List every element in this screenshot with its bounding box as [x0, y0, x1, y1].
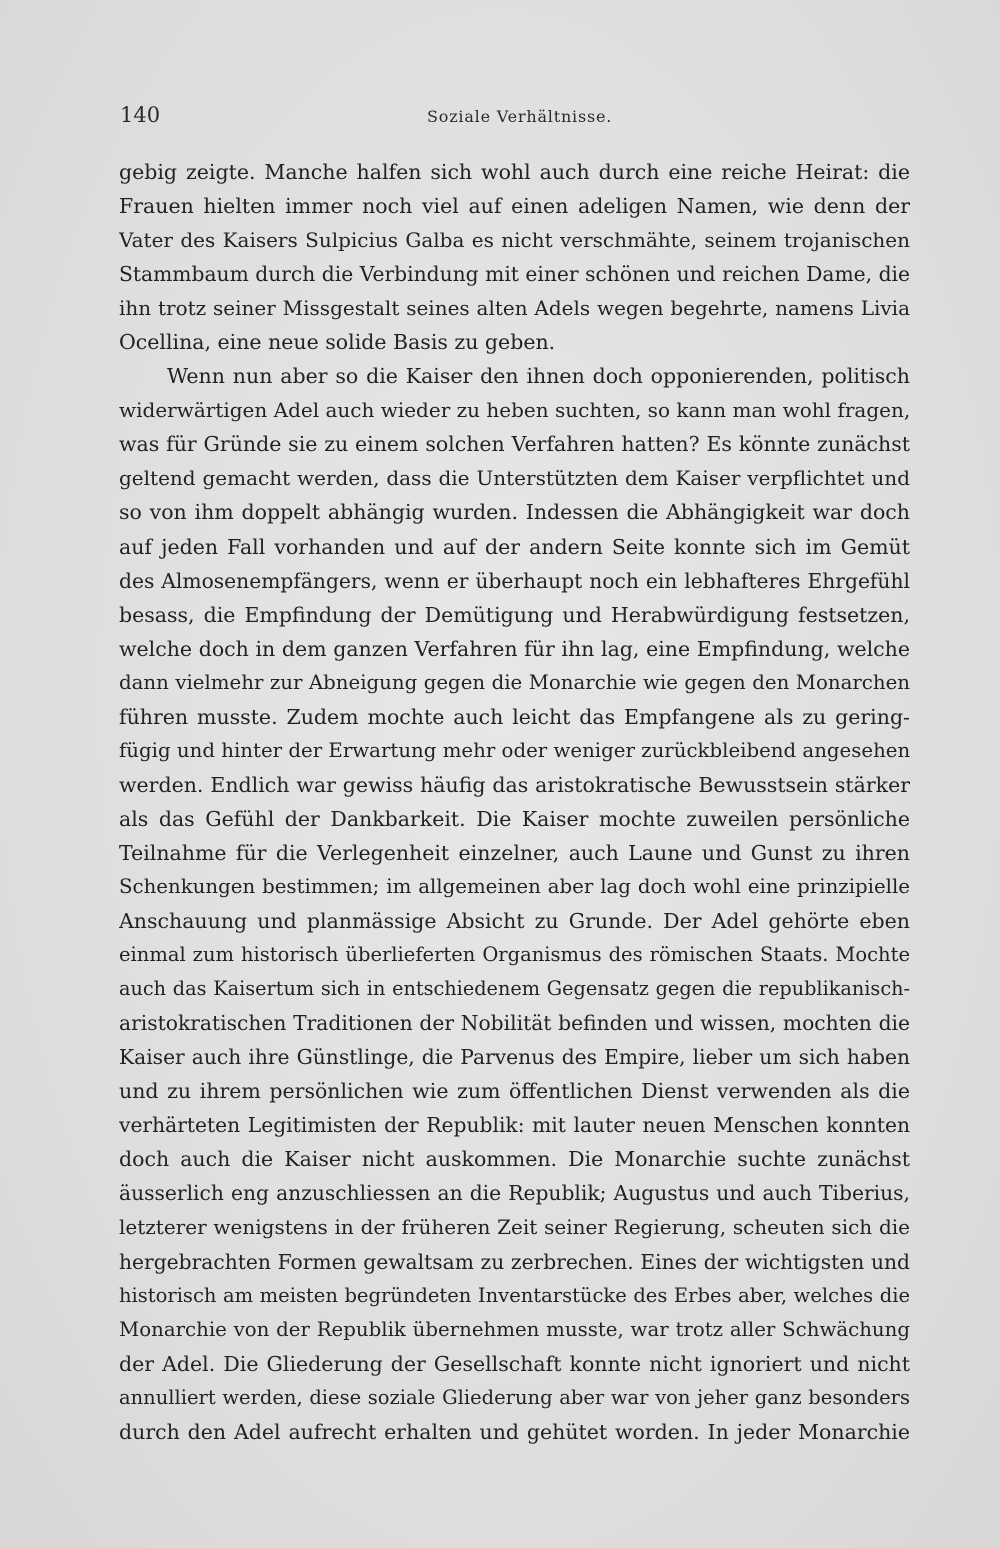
text-line: aristokratischen Traditionen der Nobilität befinden und wissen, mochten die	[119, 1011, 910, 1036]
text-line: des Almosenempfängers, wenn er überhaupt noch ein lebhafteres Ehrgefühl	[119, 568, 910, 593]
text-line: führen musste. Zudem mochte auch leicht das Empfangene als zu gering-	[119, 704, 910, 729]
text-line: Monarchie von der Republik übernehmen musste, war trotz aller Schwächung	[119, 1317, 910, 1341]
text-line: dann vielmehr zur Abneigung gegen die Monarchie wie gegen den Monarchen	[119, 670, 910, 694]
text-line: durch den Adel aufrecht erhalten und gehütet worden. In jeder Monarchie	[119, 1419, 910, 1444]
running-head	[120, 100, 910, 132]
text-line: gebig zeigte. Manche halfen sich wohl auch durch eine reiche Heirat: die	[119, 160, 910, 184]
page-number: 140	[120, 103, 161, 127]
text-line: Kaiser auch ihre Günstlinge, die Parvenus des Empire, lieber um sich haben	[119, 1045, 910, 1070]
text-line: einmal zum historisch überlieferten Organismus des römischen Staats. Mochte	[119, 943, 910, 967]
paragraph-end-line: Ocellina, eine neue solide Basis zu geben.	[119, 330, 556, 355]
text-line: historisch am meisten begründeten Inventarstücke des Erbes aber, welches die	[119, 1283, 910, 1307]
text-line: was für Gründe sie zu einem solchen Verfahren hatten? Es könnte zunächst	[119, 432, 910, 457]
text-line: und zu ihrem persönlichen wie zum öffentlichen Dienst verwenden als die	[119, 1079, 910, 1104]
text-line: Schenkungen bestimmen; im allgemeinen aber lag doch wohl eine prinzipielle	[119, 874, 910, 898]
text-line: äusserlich eng anzuschliessen an die Republik; Augustus und auch Tiberius,	[119, 1181, 910, 1206]
paragraph-start-line: Wenn nun aber so die Kaiser den ihnen doch opponierenden, politisch	[167, 364, 910, 389]
text-line: hergebrachten Formen gewaltsam zu zerbrechen. Eines der wichtigsten und	[119, 1249, 910, 1274]
text-line: verhärteten Legitimisten der Republik: mit lauter neuen Menschen konnten	[119, 1113, 910, 1138]
text-line: annulliert werden, diese soziale Gliederung aber war von jeher ganz besonders	[119, 1385, 910, 1409]
text-line: der Adel. Die Gliederung der Gesellschaft konnte nicht ignoriert und nicht	[119, 1351, 910, 1376]
text-line: Stammbaum durch die Verbindung mit einer schönen und reichen Dame, die	[119, 262, 910, 287]
text-line: Teilnahme für die Verlegenheit einzelner, auch Laune und Gunst zu ihren	[119, 840, 910, 865]
text-line: Frauen hielten immer noch viel auf einen adeligen Namen, wie denn der	[119, 194, 910, 219]
text-line: auf jeden Fall vorhanden und auf der andern Seite konnte sich im Gemüt	[119, 534, 910, 559]
text-line: widerwärtigen Adel auch wieder zu heben suchten, so kann man wohl fragen,	[119, 398, 910, 423]
body-text	[119, 155, 910, 1449]
text-line: letzterer wenigstens in der früheren Zeit seiner Regierung, scheuten sich die	[119, 1215, 910, 1240]
text-line: welche doch in dem ganzen Verfahren für ihn lag, eine Empfindung, welche	[119, 636, 910, 661]
text-line: als das Gefühl der Dankbarkeit. Die Kaiser mochte zuweilen persönliche	[119, 806, 910, 831]
text-line: Vater des Kaisers Sulpicius Galba es nicht verschmähte, seinem trojanischen	[119, 228, 910, 253]
text-line: ihn trotz seiner Missgestalt seines alten Adels wegen begehrte, namens Livia	[119, 296, 910, 321]
text-line: besass, die Empfindung der Demütigung und Herabwürdigung festsetzen,	[119, 602, 910, 627]
text-line: so von ihm doppelt abhängig wurden. Indessen die Abhängigkeit war doch	[119, 500, 910, 525]
text-line: doch auch die Kaiser nicht auskommen. Die Monarchie suchte zunächst	[119, 1147, 910, 1172]
text-line: Anschauung und planmässige Absicht zu Grunde. Der Adel gehörte eben	[119, 909, 910, 934]
text-line: werden. Endlich war gewiss häufig das aristokratische Bewusstsein stärker	[119, 772, 910, 797]
running-head-title: Soziale Verhältnisse.	[427, 107, 613, 126]
text-line: geltend gemacht werden, dass die Unterstützten dem Kaiser verpflichtet und	[119, 466, 910, 491]
text-line: fügig und hinter der Erwartung mehr oder weniger zurückbleibend angesehen	[119, 738, 910, 762]
text-line: auch das Kaisertum sich in entschiedenem Gegensatz gegen die republikanisch-	[119, 977, 910, 1001]
